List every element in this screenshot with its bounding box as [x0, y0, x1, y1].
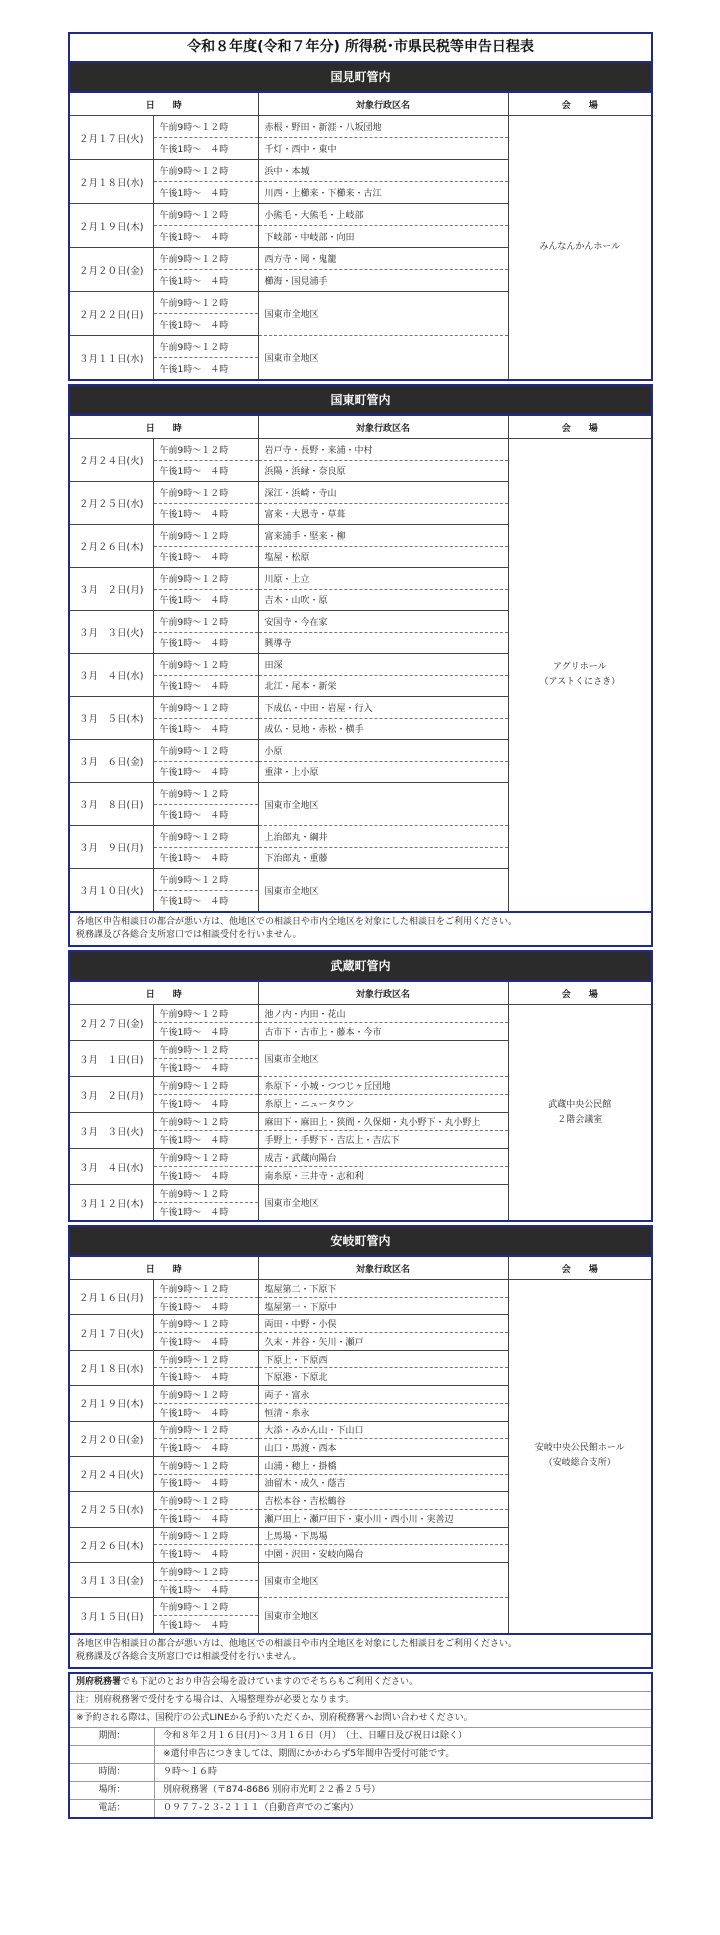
col-header-venue: 会 場 — [508, 92, 652, 116]
pm-time-cell: 午後1時～ ４時 — [153, 1059, 258, 1077]
pm-time-cell: 午後1時～ ４時 — [153, 226, 258, 248]
pm-area-cell: 塩屋第一・下原中 — [258, 1297, 508, 1315]
pm-time-cell: 午後1時～ ４時 — [153, 761, 258, 783]
date-cell: ３月 ３日(火) — [69, 1113, 153, 1149]
am-time-cell: 午前9時～１２時 — [153, 1077, 258, 1095]
pm-area-cell: 古市下・古市上・藤本・今市 — [258, 1023, 508, 1041]
date-cell: ３月 １日(日) — [69, 1041, 153, 1077]
pm-area-cell: 久末・丼谷・矢川・瀬戸 — [258, 1333, 508, 1351]
am-area-cell: 成吉・武蔵向陽台 — [258, 1149, 508, 1167]
pm-area-cell: 浜陽・浜縁・奈良原 — [258, 460, 508, 482]
am-area-cell: 麻田下・麻田上・狭間・久保畑・丸小野下・丸小野上 — [258, 1113, 508, 1131]
pm-area-cell: 川西・上櫛来・下櫛来・古江 — [258, 182, 508, 204]
pm-time-cell: 午後1時～ ４時 — [153, 589, 258, 611]
date-cell: ３月 ５日(木) — [69, 697, 153, 740]
am-area-cell: 西方寺・岡・鬼籠 — [258, 248, 508, 270]
am-area-cell: 小熊毛・大熊毛・上岐部 — [258, 204, 508, 226]
am-area-cell: 塩屋第二・下原下 — [258, 1280, 508, 1298]
am-time-cell: 午前9時～１２時 — [153, 1113, 258, 1131]
pm-area-cell: 下原港・下原北 — [258, 1368, 508, 1386]
date-cell: ２月１７日(火) — [69, 1315, 153, 1350]
pm-time-cell: 午後1時～ ４時 — [153, 358, 258, 381]
pm-time-cell: 午後1時～ ４時 — [153, 503, 258, 525]
pm-area-cell: 千灯・西中・東中 — [258, 138, 508, 160]
col-header-date: 日 時 — [69, 981, 258, 1005]
am-time-cell: 午前9時～１２時 — [153, 204, 258, 226]
am-time-cell: 午前9時～１２時 — [153, 568, 258, 590]
am-area-cell: 糸原下・小城・つつじヶ丘団地 — [258, 1077, 508, 1095]
section-notice — [68, 913, 653, 947]
section-header: 安岐町管内 — [68, 1225, 653, 1255]
table-row — [69, 1005, 652, 1023]
am-area-cell: 浜中・本城 — [258, 160, 508, 182]
pm-time-cell: 午後1時～ ４時 — [153, 182, 258, 204]
am-time-cell: 午前9時～１２時 — [153, 783, 258, 805]
am-time-cell: 午前9時～１２時 — [153, 336, 258, 358]
col-header-area: 対象行政区名 — [258, 1256, 508, 1280]
notice-line: 各地区申告相談日の都合が悪い方は、他地区での相談日や市内全地区を対象にした相談日をご利用ください。 — [76, 1638, 518, 1649]
am-time-cell: 午前9時～１２時 — [153, 1149, 258, 1167]
tel-row: 電話： ０９７７-２３-２１１１（自動音声でのご案内） — [70, 1800, 651, 1817]
schedule-table — [68, 91, 653, 381]
area-cell: 国東市全地区 — [258, 1563, 508, 1598]
venue-line: 安岐中央公民館ホール — [534, 1443, 625, 1454]
reservation-note: ※予約される際は、国税庁の公式LINEから予約いただくか、別府税務署へお問い合わせください。 — [70, 1710, 651, 1728]
notice-line: 税務課及び各総合支所窓口では相談受付を行いません。 — [76, 1651, 302, 1662]
col-header-area: 対象行政区名 — [258, 415, 508, 439]
date-cell: ３月 ６日(金) — [69, 740, 153, 783]
pm-time-cell: 午後1時～ ４時 — [153, 314, 258, 336]
col-header-venue: 会 場 — [508, 981, 652, 1005]
col-header-venue: 会 場 — [508, 1256, 652, 1280]
date-cell: ２月２４日(火) — [69, 439, 153, 482]
area-cell: 国東市全地区 — [258, 336, 508, 381]
pm-area-cell: 富来・大恩寺・草葺 — [258, 503, 508, 525]
time-row: 時間： ９時～１６時 — [70, 1764, 651, 1782]
venue-line: みんなんかんホール — [539, 242, 621, 252]
area-cell: 国東市全地区 — [258, 1598, 508, 1634]
section-notice — [68, 1635, 653, 1669]
date-cell: ３月 ４日(水) — [69, 654, 153, 697]
col-header-area: 対象行政区名 — [258, 981, 508, 1005]
date-cell: ３月 ８日(日) — [69, 783, 153, 826]
am-area-cell: 小原 — [258, 740, 508, 762]
period-row: 期間： 令和８年２月１６日(月)～３月１６日（月） （土、日曜日及び祝日は除く） — [70, 1728, 651, 1746]
pm-area-cell: 山口・馬渡・西本 — [258, 1439, 508, 1457]
am-time-cell: 午前9時～１２時 — [153, 1315, 258, 1333]
am-time-cell: 午前9時～１２時 — [153, 1598, 258, 1616]
venue-line: （安岐総合支所） — [543, 1458, 616, 1469]
date-cell: ３月 ９日(月) — [69, 826, 153, 869]
pm-time-cell: 午後1時～ ４時 — [153, 847, 258, 869]
section-header: 武蔵町管内 — [68, 950, 653, 980]
venue-cell — [508, 1280, 652, 1634]
section-3 — [68, 950, 653, 1222]
am-time-cell: 午前9時～１２時 — [153, 826, 258, 848]
am-area-cell: 岩戸寺・長野・来浦・中村 — [258, 439, 508, 461]
date-cell: ２月２６日(木) — [69, 525, 153, 568]
area-cell: 国東市全地区 — [258, 1041, 508, 1077]
date-cell: ３月１０日(火) — [69, 869, 153, 913]
pm-area-cell: 手野上・手野下・吉広上・吉広下 — [258, 1131, 508, 1149]
date-cell: ２月２５日(水) — [69, 482, 153, 525]
date-cell: ２月２０日(金) — [69, 248, 153, 292]
schedule-table — [68, 980, 653, 1222]
am-time-cell: 午前9時～１２時 — [153, 439, 258, 461]
am-area-cell: 安国寺・今在家 — [258, 611, 508, 633]
page-title: 令和８年度(令和７年分) 所得税･市県民税等申告日程表 — [68, 32, 653, 61]
pm-time-cell: 午後1時～ ４時 — [153, 546, 258, 568]
venue-line: 武蔵中央公民館 — [548, 1099, 612, 1110]
pm-time-cell: 午後1時～ ４時 — [153, 1545, 258, 1563]
pm-time-cell: 午後1時～ ４時 — [153, 1403, 258, 1421]
date-cell: ２月１６日(月) — [69, 1280, 153, 1315]
tax-office-info — [68, 1672, 653, 1819]
pm-time-cell: 午後1時～ ４時 — [153, 890, 258, 912]
am-area-cell: 大添・みかん山・下山口 — [258, 1421, 508, 1439]
am-time-cell: 午前9時～１２時 — [153, 116, 258, 138]
am-time-cell: 午前9時～１２時 — [153, 1350, 258, 1368]
pm-area-cell: 吉木・山吹・原 — [258, 589, 508, 611]
pm-time-cell: 午後1時～ ４時 — [153, 1474, 258, 1492]
am-area-cell: 両田・中野・小俣 — [258, 1315, 508, 1333]
am-area-cell: 両子・富永 — [258, 1386, 508, 1404]
am-area-cell: 深江・浜崎・寺山 — [258, 482, 508, 504]
pm-time-cell: 午後1時～ ４時 — [153, 1439, 258, 1457]
pm-area-cell: 南糸原・三井寺・志和利 — [258, 1167, 508, 1185]
pm-time-cell: 午後1時～ ４時 — [153, 675, 258, 697]
section-header: 国見町管内 — [68, 61, 653, 91]
date-cell: ３月１２日(木) — [69, 1185, 153, 1222]
date-cell: ３月１５日(日) — [69, 1598, 153, 1634]
pm-area-cell: 興導寺 — [258, 632, 508, 654]
am-area-cell: 上治郎丸・綱井 — [258, 826, 508, 848]
date-cell: ２月１９日(木) — [69, 1386, 153, 1421]
ticket-note: 注：別府税務署で受付をする場合は、入場整理券が必要となります。 — [70, 1692, 651, 1710]
am-time-cell: 午前9時～１２時 — [153, 654, 258, 676]
sections — [68, 61, 653, 1669]
am-area-cell: 池ノ内・内田・花山 — [258, 1005, 508, 1023]
schedule-table — [68, 1255, 653, 1635]
am-area-cell: 上馬場・下馬場 — [258, 1527, 508, 1545]
date-cell: ２月２６日(木) — [69, 1527, 153, 1562]
am-area-cell: 田深 — [258, 654, 508, 676]
date-cell: ３月１１日(水) — [69, 336, 153, 381]
am-time-cell: 午前9時～１２時 — [153, 248, 258, 270]
date-cell: ２月１８日(水) — [69, 1350, 153, 1385]
am-time-cell: 午前9時～１２時 — [153, 160, 258, 182]
table-row — [69, 439, 652, 461]
pm-time-cell: 午後1時～ ４時 — [153, 1023, 258, 1041]
am-time-cell: 午前9時～１２時 — [153, 1280, 258, 1298]
am-area-cell: 吉松本谷・吉松鶴谷 — [258, 1492, 508, 1510]
date-cell: ２月１９日(木) — [69, 204, 153, 248]
pm-area-cell: 北江・尾本・新栄 — [258, 675, 508, 697]
venue-cell — [508, 116, 652, 381]
am-time-cell: 午前9時～１２時 — [153, 1527, 258, 1545]
am-time-cell: 午前9時～１２時 — [153, 611, 258, 633]
venue-line: （アストくにさき） — [539, 677, 621, 687]
pm-time-cell: 午後1時～ ４時 — [153, 804, 258, 826]
am-area-cell: 山浦・穂上・掛橋 — [258, 1456, 508, 1474]
date-cell: ３月１３日(金) — [69, 1563, 153, 1598]
pm-area-cell: 糸原上・ニュータウン — [258, 1095, 508, 1113]
date-cell: ２月２５日(水) — [69, 1492, 153, 1527]
table-row — [69, 116, 652, 138]
pm-time-cell: 午後1時～ ４時 — [153, 1095, 258, 1113]
pm-time-cell: 午後1時～ ４時 — [153, 460, 258, 482]
col-header-date: 日 時 — [69, 1256, 258, 1280]
am-time-cell: 午前9時～１２時 — [153, 1456, 258, 1474]
section-1 — [68, 61, 653, 381]
col-header-date: 日 時 — [69, 415, 258, 439]
table-row — [69, 1280, 652, 1298]
pm-area-cell: 重津・上小原 — [258, 761, 508, 783]
pm-area-cell: 下岐部・中岐部・向田 — [258, 226, 508, 248]
pm-time-cell: 午後1時～ ４時 — [153, 1580, 258, 1598]
area-cell: 国東市全地区 — [258, 1185, 508, 1222]
date-cell: ３月 ３日(火) — [69, 611, 153, 654]
date-cell: ２月２０日(金) — [69, 1421, 153, 1456]
schedule-page — [68, 32, 653, 1819]
pm-area-cell: 中園・沢田・安岐向陽台 — [258, 1545, 508, 1563]
section-2 — [68, 384, 653, 947]
am-area-cell: 富来浦手・堅来・柳 — [258, 525, 508, 547]
date-cell: ３月 ２日(月) — [69, 1077, 153, 1113]
am-time-cell: 午前9時～１２時 — [153, 697, 258, 719]
am-time-cell: 午前9時～１２時 — [153, 869, 258, 891]
am-time-cell: 午前9時～１２時 — [153, 525, 258, 547]
am-time-cell: 午前9時～１２時 — [153, 1041, 258, 1059]
pm-time-cell: 午後1時～ ４時 — [153, 1203, 258, 1222]
am-area-cell: 下成仏・中田・岩屋・行入 — [258, 697, 508, 719]
tax-office-intro: 別府税務署でも下記のとおり申告会場を設けていますのでそちらもご利用ください。 — [70, 1674, 651, 1692]
date-cell: ２月１７日(火) — [69, 116, 153, 160]
notice-line: 各地区申告相談日の都合が悪い方は、他地区での相談日や市内全地区を対象にした相談日をご利用ください。 — [76, 917, 518, 927]
col-header-area: 対象行政区名 — [258, 92, 508, 116]
pm-time-cell: 午後1時～ ４時 — [153, 1616, 258, 1634]
am-time-cell: 午前9時～１２時 — [153, 482, 258, 504]
am-time-cell: 午前9時～１２時 — [153, 1563, 258, 1581]
pm-time-cell: 午後1時～ ４時 — [153, 138, 258, 160]
am-area-cell: 下原上・下原西 — [258, 1350, 508, 1368]
pm-time-cell: 午後1時～ ４時 — [153, 1297, 258, 1315]
notice-line: 税務課及び各総合支所窓口では相談受付を行いません。 — [76, 930, 302, 940]
venue-cell — [508, 1005, 652, 1222]
date-cell: ３月 ４日(水) — [69, 1149, 153, 1185]
pm-area-cell: 恒清・糸永 — [258, 1403, 508, 1421]
venue-line: アグリホール — [552, 662, 607, 672]
tax-office-name: 別府税務署 — [76, 1676, 122, 1687]
pm-area-cell: 瀬戸田上・瀬戸田下・東小川・西小川・実善辺 — [258, 1509, 508, 1527]
am-time-cell: 午前9時～１２時 — [153, 1421, 258, 1439]
pm-time-cell: 午後1時～ ４時 — [153, 632, 258, 654]
am-time-cell: 午前9時～１２時 — [153, 740, 258, 762]
am-time-cell: 午前9時～１２時 — [153, 1492, 258, 1510]
pm-time-cell: 午後1時～ ４時 — [153, 1167, 258, 1185]
am-area-cell: 赤根・野田・新涯・八坂団地 — [258, 116, 508, 138]
area-cell: 国東市全地区 — [258, 783, 508, 826]
pm-time-cell: 午後1時～ ４時 — [153, 270, 258, 292]
period-note-row: ※還付申告につきましては、期間にかかわらず5年間申告受付可能です。 — [70, 1746, 651, 1764]
area-cell: 国東市全地区 — [258, 869, 508, 913]
am-area-cell: 川原・上立 — [258, 568, 508, 590]
date-cell: ２月１８日(水) — [69, 160, 153, 204]
pm-area-cell: 成仏・見地・赤松・横手 — [258, 718, 508, 740]
pm-area-cell: 塩屋・松原 — [258, 546, 508, 568]
col-header-venue: 会 場 — [508, 415, 652, 439]
date-cell: ２月２７日(金) — [69, 1005, 153, 1041]
venue-line: ２階会議室 — [557, 1114, 603, 1125]
pm-time-cell: 午後1時～ ４時 — [153, 1131, 258, 1149]
area-cell: 国東市全地区 — [258, 292, 508, 336]
schedule-table — [68, 414, 653, 913]
am-time-cell: 午前9時～１２時 — [153, 292, 258, 314]
am-time-cell: 午前9時～１２時 — [153, 1185, 258, 1203]
place-row: 場所： 別府税務署（〒874-8686 別府市光町２２番２５号） — [70, 1782, 651, 1800]
col-header-date: 日 時 — [69, 92, 258, 116]
pm-area-cell: 下治郎丸・重藤 — [258, 847, 508, 869]
date-cell: ２月２４日(火) — [69, 1456, 153, 1491]
section-4 — [68, 1225, 653, 1669]
pm-time-cell: 午後1時～ ４時 — [153, 718, 258, 740]
pm-time-cell: 午後1時～ ４時 — [153, 1368, 258, 1386]
pm-area-cell: 油留木・成久・蔭吉 — [258, 1474, 508, 1492]
am-time-cell: 午前9時～１２時 — [153, 1386, 258, 1404]
date-cell: ３月 ２日(月) — [69, 568, 153, 611]
section-header: 国東町管内 — [68, 384, 653, 414]
pm-area-cell: 櫛海・国見浦手 — [258, 270, 508, 292]
pm-time-cell: 午後1時～ ４時 — [153, 1509, 258, 1527]
date-cell: ２月２２日(日) — [69, 292, 153, 336]
am-time-cell: 午前9時～１２時 — [153, 1005, 258, 1023]
pm-time-cell: 午後1時～ ４時 — [153, 1333, 258, 1351]
venue-cell — [508, 439, 652, 913]
